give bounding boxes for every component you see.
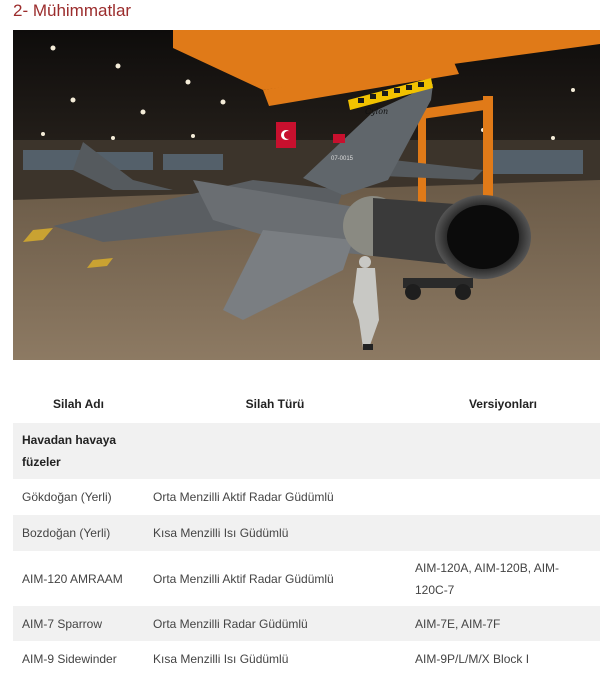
- weapon-type: Kısa Menzilli Isı Güdümlü: [153, 652, 289, 666]
- weapon-type: Orta Menzilli Aktif Radar Güdümlü: [153, 490, 334, 504]
- category-row: [13, 423, 600, 479]
- empty-cell: [144, 423, 406, 479]
- table-row: [13, 641, 600, 677]
- weapon-type: Orta Menzilli Radar Güdümlü: [144, 606, 406, 641]
- weapon-versions: AIM-9P/L/M/X Block I: [415, 652, 530, 666]
- weapon-name: AIM-7 Sparrow: [13, 606, 144, 641]
- weapon-type: Orta Menzilli Aktif Radar Güdümlü: [153, 571, 334, 586]
- table-header-row: [13, 384, 600, 423]
- weapon-versions: AIM-120A, AIM-120B, AIM-120C-7: [415, 560, 560, 597]
- weapon-name: AIM-120 AMRAAM: [22, 571, 123, 586]
- table-row: [13, 515, 600, 551]
- hangar-photo: [13, 30, 600, 360]
- weapon-versions: AIM-7E, AIM-7F: [406, 606, 600, 641]
- table-row: [13, 479, 600, 515]
- weapon-versions: [406, 515, 600, 551]
- f16-hangar-image: [13, 30, 600, 360]
- weapon-name: Gökdoğan (Yerli): [22, 490, 112, 504]
- weapon-name: AIM-9 Sidewinder: [22, 652, 117, 666]
- header-weapon-name: Silah Adı: [53, 396, 104, 411]
- tail-number: 07-0015: [331, 156, 354, 162]
- weapons-table: [13, 384, 600, 677]
- empty-cell: [406, 423, 600, 479]
- table-row: [13, 551, 600, 606]
- table-row: [13, 606, 600, 641]
- section-heading: 2- Mühimmatlar: [13, 1, 132, 20]
- weapon-type: Kısa Menzilli Isı Güdümlü: [144, 515, 406, 551]
- category-label: Havadan havaya füzeler: [13, 423, 144, 479]
- tail-script: Cylon: [365, 107, 389, 116]
- weapon-name: Bozdoğan (Yerli): [13, 515, 144, 551]
- header-versions: Versiyonları: [468, 396, 538, 411]
- header-weapon-type: Silah Türü: [245, 396, 305, 411]
- weapon-versions: [406, 479, 600, 515]
